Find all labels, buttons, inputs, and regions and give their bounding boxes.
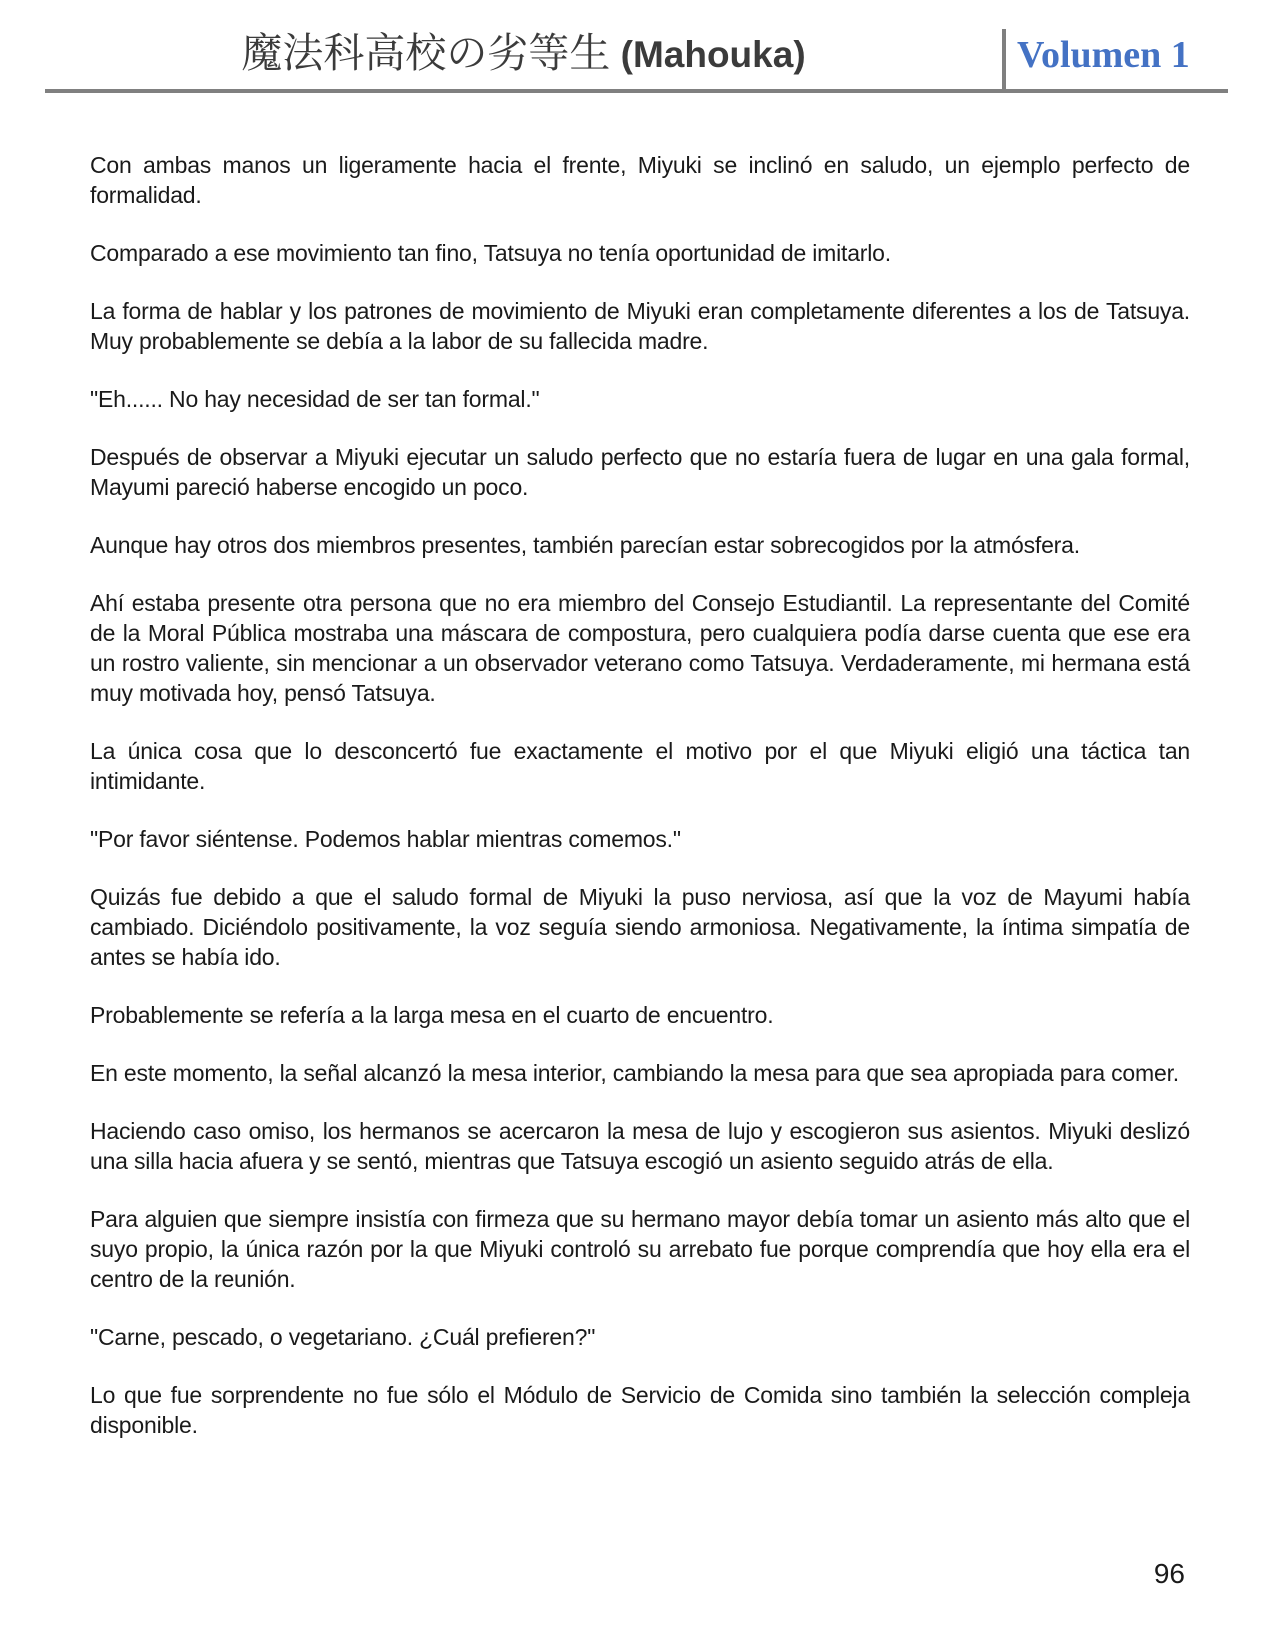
volume-label: Volumen 1 <box>1017 34 1190 76</box>
paragraph: Comparado a ese movimiento tan fino, Tatsuya no tenía oportunidad de imitarlo. <box>90 240 891 266</box>
document-title-latin: (Mahouka) <box>610 34 806 75</box>
document-title-japanese: 魔法科高校の劣等生 <box>241 30 611 76</box>
paragraph: Haciendo caso omiso, los hermanos se acercaron la mesa de lujo y escogieron sus asientos. Miyuki deslizó una silla hacia afuera y se sentó, mientras que Tatsuya escogió un asiento seguido atrás de ella. <box>90 1118 1190 1174</box>
paragraph: La única cosa que lo desconcertó fue exactamente el motivo por el que Miyuki eligió una táctica tan intimidante. <box>90 738 1190 794</box>
paragraph: Después de observar a Miyuki ejecutar un saludo perfecto que no estaría fuera de lugar en una gala formal, Mayumi pareció haberse encogido un poco. <box>90 444 1190 500</box>
paragraph: "Eh...... No hay necesidad de ser tan formal." <box>90 386 540 412</box>
paragraph: Ahí estaba presente otra persona que no era miembro del Consejo Estudiantil. La representante del Comité de la Moral Pública mostraba una máscara de compostura, pero cualquiera podía darse cuenta que ese era un rostro valiente, sin mencionar a un observador veterano como Tatsuya. Verdaderamente, mi hermana está muy motivada hoy, pensó Tatsuya. <box>90 590 1190 706</box>
paragraph: "Carne, pescado, o vegetariano. ¿Cuál prefieren?" <box>90 1324 596 1350</box>
paragraph: La forma de hablar y los patrones de movimiento de Miyuki eran completamente diferentes a los de Tatsuya. Muy probablemente se debía a la labor de su fallecida madre. <box>90 298 1190 354</box>
paragraph: Lo que fue sorprendente no fue sólo el Módulo de Servicio de Comida sino también la selección compleja disponible. <box>90 1382 1190 1438</box>
document-title <box>45 26 1002 82</box>
paragraph: "Por favor siéntense. Podemos hablar mientras comemos." <box>90 826 681 852</box>
paragraph: En este momento, la señal alcanzó la mesa interior, cambiando la mesa para que sea apropiada para comer. <box>90 1060 1179 1086</box>
paragraph: Aunque hay otros dos miembros presentes, también parecían estar sobrecogidos por la atmósfera. <box>90 532 1080 558</box>
header-divider-line <box>1002 29 1006 90</box>
paragraph: Probablemente se refería a la larga mesa en el cuarto de encuentro. <box>90 1002 774 1028</box>
page-number: 96 <box>1153 1558 1185 1589</box>
paragraph: Para alguien que siempre insistía con firmeza que su hermano mayor debía tomar un asiento más alto que el suyo propio, la única razón por la que Miyuki controló su arrebato fue porque comprendía que hoy ella era el centro de la reunión. <box>90 1206 1190 1292</box>
paragraph: Con ambas manos un ligeramente hacia el frente, Miyuki se inclinó en saludo, un ejemplo perfecto de formalidad. <box>90 152 1190 208</box>
paragraph: Quizás fue debido a que el saludo formal de Miyuki la puso nerviosa, así que la voz de Mayumi había cambiado. Diciéndolo positivamente, la voz seguía siendo armoniosa. Negativamente, la íntima simpatía de antes se había ido. <box>90 884 1190 970</box>
body-text <box>90 150 1190 1468</box>
header-horizontal-rule <box>45 89 1228 93</box>
